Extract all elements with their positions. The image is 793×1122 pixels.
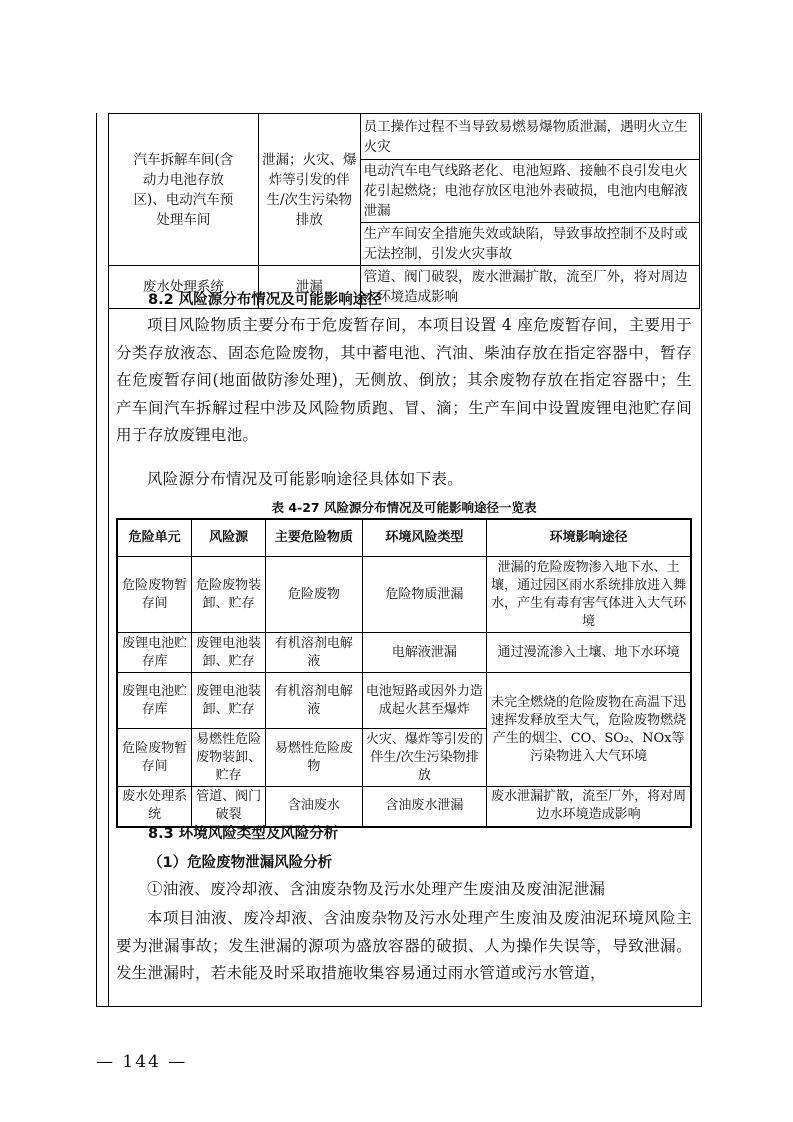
table-cell: 危险废物暂存间 xyxy=(117,729,192,787)
cell-cause: 电动汽车电气线路老化、电池短路、接触不良引发电火花引起燃烧；电池存放区电池外表破损，电池内电解液泄漏 xyxy=(360,160,699,223)
table-cell: 含油废水泄漏 xyxy=(362,787,487,827)
table-cell: 危险废物 xyxy=(266,557,363,633)
table-cell: 危险废物装卸、贮存 xyxy=(192,557,266,633)
table-cell: 危险废物暂存间 xyxy=(117,557,192,633)
section-heading-8-3: 8.3 环境风险类型及风险分析 xyxy=(148,826,339,842)
table-cell-merged: 未完全燃烧的危险废物在高温下迅速挥发释放至大气，危险废物燃烧产生的烟尘、CO、SO₂、NOx等污染物进入大气环境 xyxy=(487,673,691,787)
table-cell: 含油废水 xyxy=(266,787,363,827)
table-cell: 废水泄漏扩散，流至厂外，将对周边水环境造成影响 xyxy=(487,787,691,827)
table-cell: 通过漫流渗入土壤、地下水环境 xyxy=(487,633,691,673)
cell-type: 泄漏 xyxy=(258,266,360,309)
cell-cause: 生产车间安全措施失效或缺陷，导致事故控制不及时或无法控制，引发火灾事故 xyxy=(360,223,699,266)
table-cell: 废水处理系统 xyxy=(117,787,192,827)
table-cell: 电解液泄漏 xyxy=(362,633,487,673)
subsection-heading: （1）危险废物泄漏风险分析 xyxy=(148,855,333,871)
header-cell: 环境风险类型 xyxy=(362,519,487,557)
table-caption: 表 4-27 风险源分布情况及可能影响途径一览表 xyxy=(271,500,537,515)
section-heading-8-2: 8.2 风险源分布情况及可能影响途径 xyxy=(148,292,382,308)
table-cell: 易燃性危险废物装卸、贮存 xyxy=(192,729,266,787)
table-cell: 废锂电池装卸、贮存 xyxy=(192,673,266,729)
table-cell: 有机溶剂电解液 xyxy=(266,633,363,673)
cell-cause: 员工操作过程不当导致易燃易爆物质泄漏，遇明火立生火灾 xyxy=(360,114,699,160)
table-cell: 废锂电池装卸、贮存 xyxy=(192,633,266,673)
table-cell: 危险物质泄漏 xyxy=(362,557,487,633)
header-cell: 风险源 xyxy=(192,519,266,557)
table-cell: 火灾、爆炸等引发的伴生/次生污染物排放 xyxy=(362,729,487,787)
risk-table-continued xyxy=(108,113,700,309)
list-item: ①油液、废冷却液、含油废杂物及污水处理产生废油及废油泥泄漏 xyxy=(147,880,606,898)
table-cell: 管道、阀门破裂 xyxy=(192,787,266,827)
header-cell: 主要危险物质 xyxy=(266,519,363,557)
table-cell: 废锂电池贮存库 xyxy=(117,673,192,729)
paragraph: 项目风险物质主要分布于危废暂存间，本项目设置 4 座危废暂存间，主要用于分类存放液态、固态危险废物，其中蓄电池、汽油、柴油存放在指定容器中，暂存在危废暂存间(地面做防渗处理)，无侧放、倒放；其余废物存放在指定容器中；生产车间汽车拆解过程中涉及风险物质跑、冒、滴；生产车间中设置废锂电池贮存间用于存放废锂电池。 xyxy=(116,316,692,444)
cell-unit: 废水处理系统 xyxy=(109,266,259,309)
paragraph: 风险源分布情况及可能影响途径具体如下表。 xyxy=(147,470,464,488)
cell-unit: 汽车拆解车间(含动力电池存放区)、电动汽车预处理车间 xyxy=(109,114,259,266)
table-cell: 泄漏的危险废物渗入地下水、土壤，通过园区雨水系统排放进入舞水，产生有毒有害气体进入大气环境 xyxy=(487,557,691,633)
table-cell: 废锂电池贮存库 xyxy=(117,633,192,673)
page-number: — 144 — xyxy=(96,1052,188,1072)
table-cell: 有机溶剂电解液 xyxy=(266,673,363,729)
risk-source-table xyxy=(116,518,692,828)
table-cell: 易燃性危险废物 xyxy=(266,729,363,787)
cell-type: 泄漏；火灾、爆炸等引发的伴生/次生污染物排放 xyxy=(258,114,360,266)
paragraph: 本项目油液、废冷却液、含油废杂物及污水处理产生废油及废油泥环境风险主要为泄漏事故；发生泄漏的源项为盛放容器的破损、人为操作失误等，导致泄漏。发生泄漏时，若未能及时采取措施收集容易通过雨水管道或污水管道， xyxy=(116,909,692,982)
table-cell: 电池短路或因外力造成起火甚至爆炸 xyxy=(362,673,487,729)
header-cell: 环境影响途径 xyxy=(487,519,691,557)
cell-cause: 管道、阀门破裂，废水泄漏扩散，流至厂外，将对周边水环境造成影响 xyxy=(360,266,699,309)
header-cell: 危险单元 xyxy=(117,519,192,557)
